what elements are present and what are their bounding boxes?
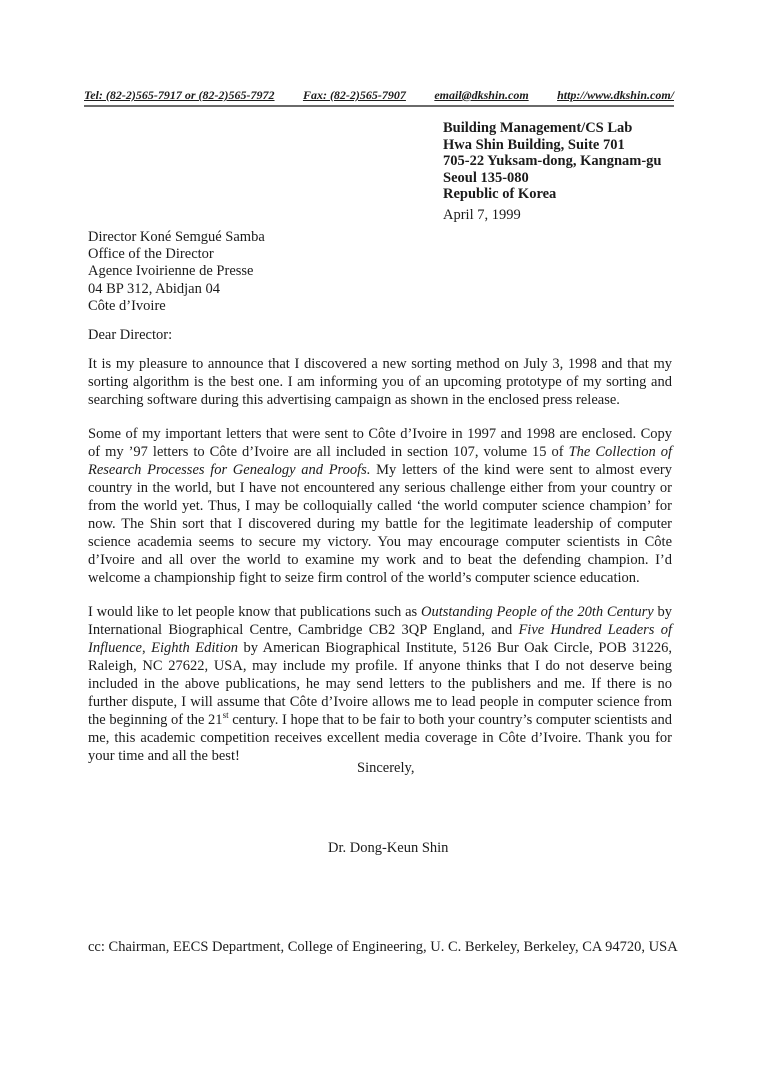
paragraph-2-text-a: Some of my important letters that were sent to Côte d’Ivoire in 1997 and 1998 are enclosed. Copy of my ’97 letters to Côte d’Ivoire are all included in section 107, volume 15 of (88, 426, 672, 460)
email-address: email@dkshin.com (434, 88, 529, 102)
paragraph-3-text-a: I would like to let people know that publications such as (88, 604, 421, 620)
sender-address-line-1: Building Management/CS Lab (443, 120, 633, 136)
signature-name: Dr. Dong-Keun Shin (328, 840, 449, 856)
phone-numbers: Tel: (82-2)565-7917 or (82-2)565-7972 (84, 88, 275, 102)
letter-body (88, 355, 672, 765)
recipient-organization: Agence Ivoirienne de Presse (88, 263, 254, 280)
valediction: Sincerely, (357, 760, 415, 776)
book-title-collection-research-processes: The Collection of Research Processes for Genealogy and Proofs. (88, 444, 673, 478)
cc-line: cc: Chairman, EECS Department, College of Engineering, U. C. Berkeley, Berkeley, CA 94720, USA (88, 939, 678, 955)
paragraph-1: It is my pleasure to announce that I discovered a new sorting method on July 3, 1998 and that my sorting algorithm is the best one. I am informing you of an upcoming prototype of my sorting and searching software during this advertising campaign as shown in the enclosed press release. (88, 356, 672, 408)
website-url: http://www.dkshin.com/ (557, 88, 674, 102)
fax-number: Fax: (82-2)565-7907 (302, 88, 406, 102)
recipient-address-block (88, 229, 265, 315)
sender-address-line-4: Seoul 135-080 (443, 169, 529, 186)
ordinal-superscript: st (222, 710, 229, 721)
salutation: Dear Director: (88, 327, 173, 343)
paragraph-3-text-b: by International Biographical Centre, Cambridge CB2 3QP England, and (88, 604, 672, 638)
recipient-name: Director Koné Semgué Samba (88, 229, 265, 245)
paragraph-3-text-c: , (141, 640, 152, 656)
book-edition-eighth: Eighth Edition (151, 640, 238, 656)
paragraph-3 (88, 603, 672, 765)
recipient-title: Office of the Director (88, 246, 214, 263)
date-line: April 7, 1999 (443, 207, 521, 223)
sender-address-line-2: Hwa Shin Building, Suite 701 (443, 136, 625, 153)
paragraph-2 (88, 425, 672, 587)
recipient-street: 04 BP 312, Abidjan 04 (88, 280, 220, 297)
sender-address-line-3: 705-22 Yuksam-dong, Kangnam-gu (443, 153, 662, 169)
sender-address-line-5: Republic of Korea (443, 186, 557, 202)
paragraph-3-text-d: by American Biographical Institute, 5126 Bur Oak Circle, POB 31226, Raleigh, NC 27622, USA, may include my profile. If anyone thinks that I do not deserve being included in the above publications, he may send letters to the publishers and me. If there is no further dispute, I will assume that Côte d’Ivoire allows me to lead people in computer science from the beginning of the 21 (88, 640, 673, 728)
paragraph-3-text-e: century. I hope that to be fair to both your country’s computer scientists and me, this academic competition receives excellent media coverage in Côte d’Ivoire. Thank you for your time and all the best! (88, 712, 672, 764)
sender-address-block (443, 120, 662, 203)
recipient-country: Côte d’Ivoire (88, 297, 166, 314)
book-title-outstanding-people: Outstanding People of the 20th Century (421, 604, 654, 620)
book-title-five-hundred-leaders: Five Hundred Leaders of Influence (88, 622, 672, 656)
paragraph-2-text-b: My letters of the kind were sent to almost every country in the world, but I have not encountered any serious challenge either from your country or from the world yet. Thus, I may be colloquially called ‘the world computer science champion’ for now. The Shin sort that I discovered during my battle for the legitimate leadership of computer science academia seems to secure my victory. You may encourage computer scientists in Côte d’Ivoire and all over the world to examine my work and to beat the defending champion. I’d welcome a championship fight to seize firm control of the world’s computer science education. (88, 462, 672, 586)
letterhead-contact-line (84, 88, 674, 107)
